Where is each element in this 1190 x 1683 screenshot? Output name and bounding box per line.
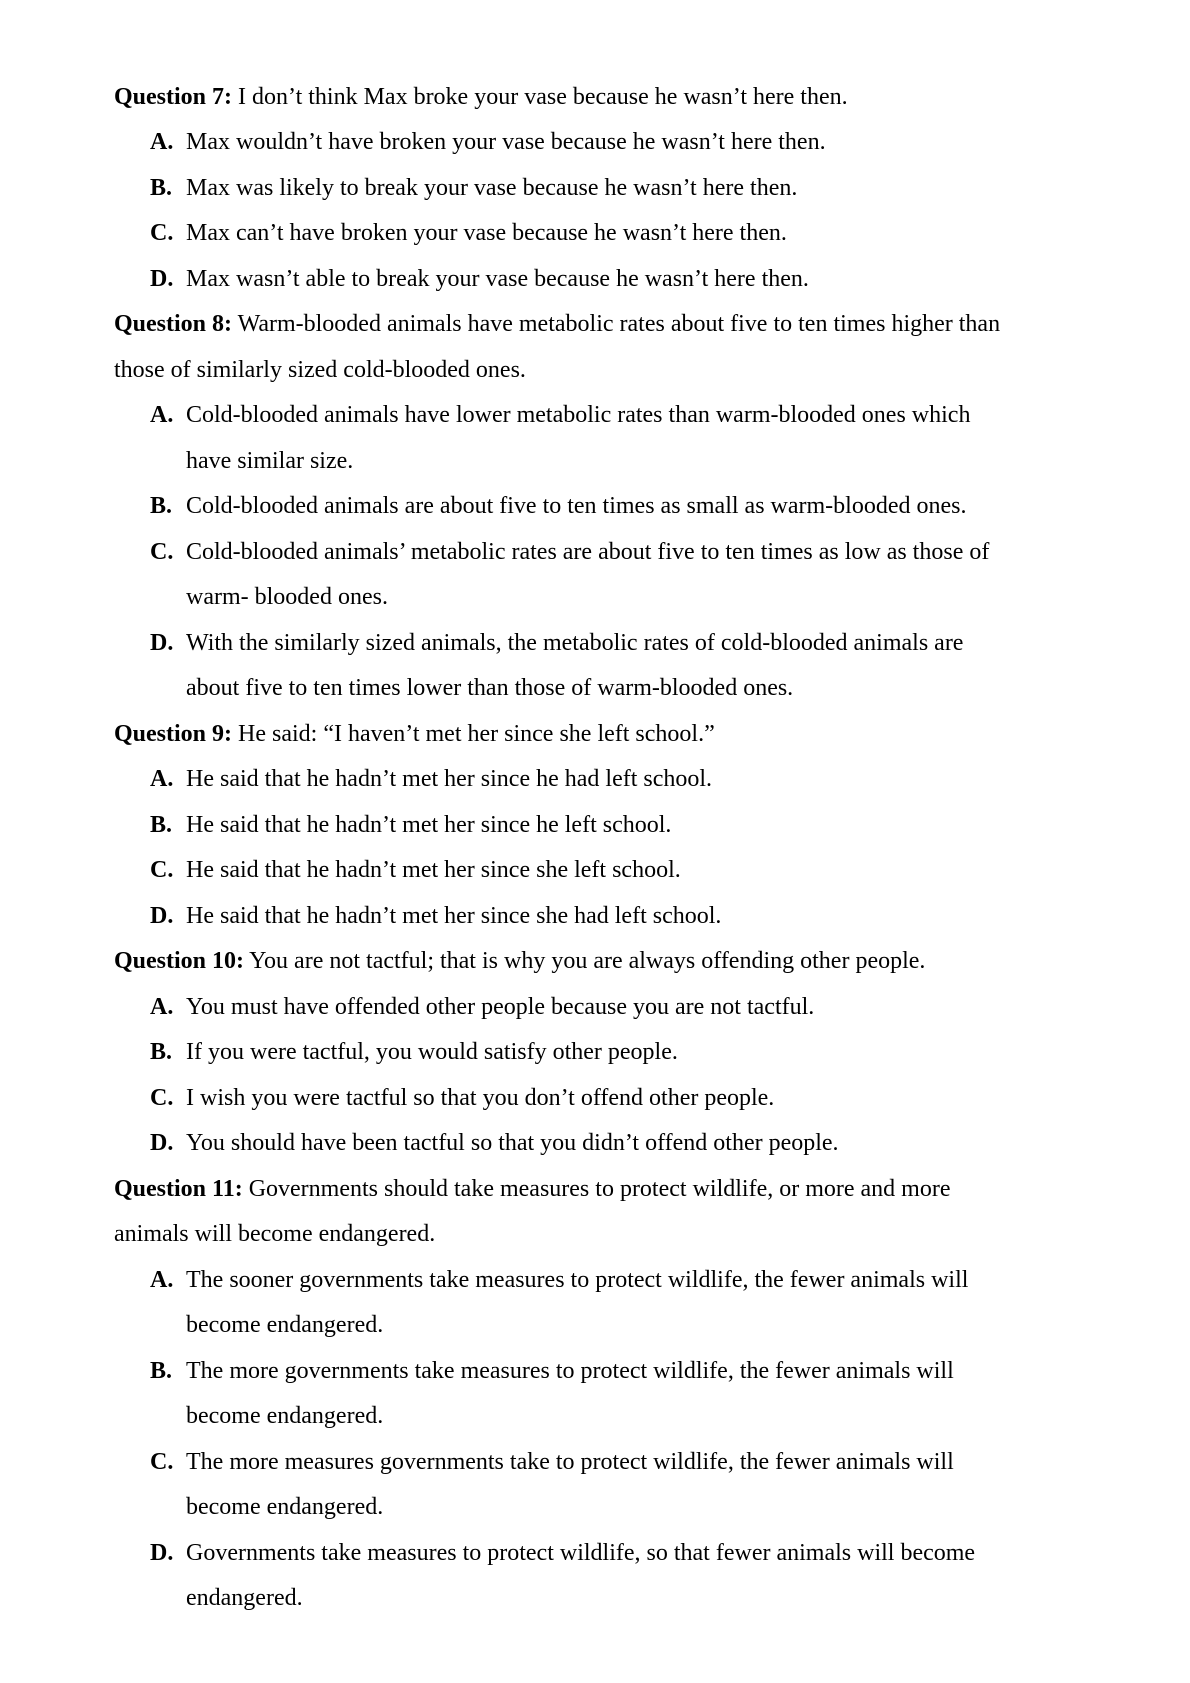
question-8-stem — [114, 309, 1000, 339]
question-8-option-c — [150, 537, 989, 567]
question-text: I don’t think Max broke your vase because he wasn’t here then. — [232, 84, 848, 110]
question-7-option-a — [150, 127, 826, 157]
option-letter: A. — [150, 766, 174, 792]
option-letter: A. — [150, 129, 174, 155]
question-11-option-a — [150, 1265, 968, 1295]
option-letter: A. — [150, 994, 174, 1020]
question-label: Question 10: — [114, 948, 245, 974]
option-text: about five to ten times lower than those of warm-blooded ones. — [186, 675, 794, 701]
question-11-option-c — [150, 1447, 954, 1477]
option-text: Governments take measures to protect wildlife, so that fewer animals will become — [186, 1540, 976, 1566]
question-8-option-b — [150, 491, 966, 521]
question-10-option-c — [150, 1083, 774, 1113]
option-letter: C. — [150, 857, 174, 883]
question-8-option-a — [150, 400, 970, 430]
question-9-option-b — [150, 810, 671, 840]
option-text: have similar size. — [186, 448, 354, 474]
question-8-option-c-continued — [186, 582, 388, 612]
question-text: animals will become endangered. — [114, 1221, 436, 1247]
option-letter: A. — [150, 1267, 174, 1293]
question-8-option-d-continued — [186, 673, 793, 703]
question-label: Question 9: — [114, 721, 233, 747]
option-text: become endangered. — [186, 1312, 384, 1338]
question-11-option-a-continued — [186, 1310, 383, 1340]
question-9-option-d — [150, 901, 721, 931]
option-letter: D. — [150, 630, 174, 656]
question-8-option-d — [150, 628, 963, 658]
option-letter: D. — [150, 903, 174, 929]
option-text: You should have been tactful so that you didn’t offend other people. — [186, 1130, 839, 1156]
option-letter: C. — [150, 1449, 174, 1475]
question-8-stem-continued — [114, 355, 526, 385]
option-text: endangered. — [186, 1585, 303, 1611]
option-text: Cold-blooded animals are about five to ten times as small as warm-blooded ones. — [186, 493, 967, 519]
question-11-stem-continued — [114, 1219, 435, 1249]
option-text: Max wouldn’t have broken your vase because he wasn’t here then. — [186, 129, 826, 155]
question-11-option-b-continued — [186, 1401, 383, 1431]
option-text: Cold-blooded animals’ metabolic rates are about five to ten times as low as those of — [186, 539, 990, 565]
option-text: He said that he hadn’t met her since he left school. — [186, 812, 672, 838]
question-text: Warm-blooded animals have metabolic rates about five to ten times higher than — [232, 311, 1001, 337]
question-11-option-d-continued — [186, 1583, 303, 1613]
question-10-option-a — [150, 992, 814, 1022]
option-text: If you were tactful, you would satisfy other people. — [186, 1039, 678, 1065]
question-7-stem — [114, 82, 848, 112]
question-10-stem — [114, 946, 925, 976]
option-text: He said that he hadn’t met her since she left school. — [186, 857, 681, 883]
question-11-option-b — [150, 1356, 954, 1386]
option-text: Max can’t have broken your vase because he wasn’t here then. — [186, 220, 787, 246]
option-letter: A. — [150, 402, 174, 428]
option-letter: D. — [150, 1540, 174, 1566]
option-text: Cold-blooded animals have lower metabolic rates than warm-blooded ones which — [186, 402, 971, 428]
question-7-option-b — [150, 173, 797, 203]
question-7-option-c — [150, 218, 787, 248]
option-letter: C. — [150, 539, 174, 565]
option-text: With the similarly sized animals, the metabolic rates of cold-blooded animals are — [186, 630, 964, 656]
question-11-stem — [114, 1174, 951, 1204]
option-letter: B. — [150, 493, 173, 519]
question-text: Governments should take measures to protect wildlife, or more and more — [242, 1176, 951, 1202]
option-text: Max wasn’t able to break your vase because he wasn’t here then. — [186, 266, 809, 292]
option-letter: B. — [150, 1358, 173, 1384]
option-text: He said that he hadn’t met her since she had left school. — [186, 903, 722, 929]
option-text: Max was likely to break your vase because he wasn’t here then. — [186, 175, 798, 201]
question-7-option-d — [150, 264, 809, 294]
option-text: You must have offended other people because you are not tactful. — [186, 994, 815, 1020]
option-text: become endangered. — [186, 1494, 384, 1520]
option-text: warm- blooded ones. — [186, 584, 388, 610]
question-10-option-b — [150, 1037, 678, 1067]
option-text: The more measures governments take to protect wildlife, the fewer animals will — [186, 1449, 954, 1475]
question-9-option-c — [150, 855, 681, 885]
option-text: The more governments take measures to protect wildlife, the fewer animals will — [186, 1358, 954, 1384]
question-text: those of similarly sized cold-blooded ones. — [114, 357, 526, 383]
option-text: He said that he hadn’t met her since he had left school. — [186, 766, 713, 792]
question-label: Question 7: — [114, 84, 233, 110]
question-9-stem — [114, 719, 715, 749]
option-letter: D. — [150, 1130, 174, 1156]
option-letter: B. — [150, 1039, 173, 1065]
option-letter: C. — [150, 1085, 174, 1111]
question-text: He said: “I haven’t met her since she left school.” — [232, 721, 715, 747]
question-8-option-a-continued — [186, 446, 353, 476]
option-letter: B. — [150, 175, 173, 201]
option-letter: C. — [150, 220, 174, 246]
question-9-option-a — [150, 764, 712, 794]
option-text: I wish you were tactful so that you don’t offend other people. — [186, 1085, 775, 1111]
question-label: Question 11: — [114, 1176, 243, 1202]
question-11-option-d — [150, 1538, 975, 1568]
question-11-option-c-continued — [186, 1492, 383, 1522]
question-text: You are not tactful; that is why you are always offending other people. — [244, 948, 926, 974]
option-letter: D. — [150, 266, 174, 292]
option-text: The sooner governments take measures to protect wildlife, the fewer animals will — [186, 1267, 969, 1293]
option-text: become endangered. — [186, 1403, 384, 1429]
option-letter: B. — [150, 812, 173, 838]
question-10-option-d — [150, 1128, 839, 1158]
question-label: Question 8: — [114, 311, 233, 337]
